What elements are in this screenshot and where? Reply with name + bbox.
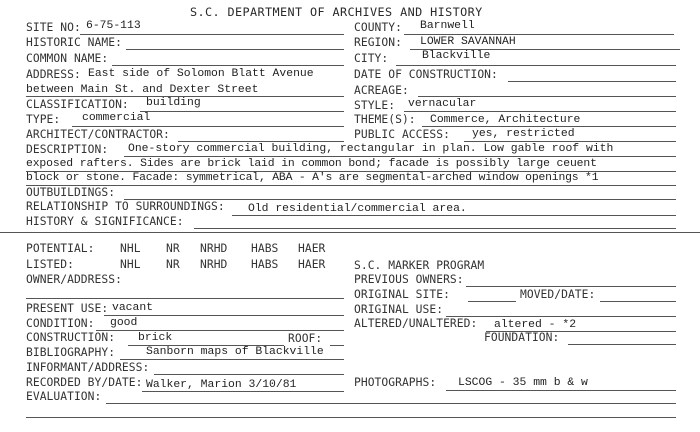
address-label: ADDRESS:	[26, 68, 81, 81]
listed-habs: HABS	[251, 258, 279, 271]
present-use-value: vacant	[112, 302, 154, 314]
previous-owners-underline	[466, 286, 676, 287]
themes-underline	[422, 126, 676, 127]
county-label: COUNTY:	[354, 21, 402, 34]
public-access-label: PUBLIC ACCESS:	[354, 128, 450, 141]
potential-habs: HABS	[251, 242, 279, 255]
region-value: LOWER SAVANNAH	[420, 36, 516, 48]
acreage-underline	[418, 96, 676, 97]
listed-nr: NR	[166, 258, 180, 271]
original-use-underline	[446, 316, 676, 317]
city-value: Blackville	[422, 50, 491, 62]
recorded-by-value: Walker, Marion 3/10/81	[146, 379, 297, 391]
recorded-by-underline	[142, 391, 344, 392]
altered-value: altered - *2	[494, 319, 577, 331]
common-name-label: COMMON NAME:	[26, 52, 109, 65]
date-construction-label: DATE OF CONSTRUCTION:	[354, 68, 498, 81]
themes-label: THEME(S):	[354, 113, 416, 126]
site-no-label: SITE NO:	[26, 21, 81, 34]
region-label: REGION:	[354, 36, 402, 49]
evaluation-label: EVALUATION:	[26, 390, 102, 403]
listed-label: LISTED:	[26, 258, 74, 271]
acreage-label: ACREAGE:	[354, 84, 409, 97]
owner-label: OWNER/ADDRESS:	[26, 273, 122, 286]
original-site-label: ORIGINAL SITE:	[354, 288, 450, 301]
construction-label: CONSTRUCTION:	[26, 331, 116, 344]
classification-value: building	[146, 97, 201, 109]
photographs-value: LSCOG - 35 mm b & w	[458, 377, 588, 389]
site-no-value: 6-75-113	[86, 20, 141, 32]
city-underline	[396, 65, 676, 66]
type-underline	[72, 126, 344, 127]
evaluation-underline-2	[26, 417, 676, 418]
original-site-underline	[468, 301, 516, 302]
classification-label: CLASSIFICATION:	[26, 98, 129, 111]
site-no-underline	[80, 34, 344, 35]
condition-value: good	[110, 317, 138, 329]
relationship-value: Old residential/commercial area.	[248, 203, 467, 215]
form-title: S.C. DEPARTMENT OF ARCHIVES AND HISTORY	[190, 5, 483, 19]
condition-underline	[96, 330, 344, 331]
outbuildings-label: OUTBUILDINGS:	[26, 186, 116, 199]
informant-label: INFORMANT/ADDRESS:	[26, 361, 150, 374]
style-value: vernacular	[408, 98, 477, 110]
present-use-underline	[104, 315, 344, 316]
listed-haer: HAER	[298, 258, 326, 271]
date-construction-underline	[508, 81, 676, 82]
original-use-label: ORIGINAL USE:	[354, 303, 444, 316]
architect-label: ARCHITECT/CONTRACTOR:	[26, 128, 170, 141]
county-underline	[404, 34, 674, 35]
listed-nhl: NHL	[120, 258, 141, 271]
section-divider	[0, 232, 700, 233]
address-line2: between Main St. and Dexter Street	[26, 84, 259, 96]
roof-label: ROOF:	[288, 332, 323, 345]
potential-label: POTENTIAL:	[26, 242, 95, 255]
style-label: STYLE:	[354, 99, 396, 112]
style-underline	[404, 111, 676, 112]
common-name-underline	[112, 65, 344, 66]
type-value: commercial	[82, 112, 151, 124]
roof-underline	[330, 345, 344, 346]
historic-name-label: HISTORIC NAME:	[26, 36, 122, 49]
public-access-underline	[464, 141, 676, 142]
description-underline-1	[124, 156, 676, 157]
recorded-by-label: RECORDED BY/DATE:	[26, 376, 143, 389]
photographs-underline	[446, 390, 676, 391]
photographs-label: PHOTOGRAPHS:	[354, 376, 437, 389]
themes-value: Commerce, Architecture	[430, 114, 581, 126]
description-label: DESCRIPTION:	[26, 143, 109, 156]
public-access-value: yes, restricted	[472, 128, 575, 140]
bibliography-underline	[120, 359, 344, 360]
city-label: CITY:	[354, 52, 389, 65]
relationship-label: RELATIONSHIP TO SURROUNDINGS:	[26, 200, 225, 213]
owner-underline	[26, 298, 344, 299]
condition-label: CONDITION:	[26, 317, 95, 330]
potential-nrhd: NRHD	[200, 242, 228, 255]
altered-label: ALTERED/UNALTERED:	[354, 317, 478, 330]
relationship-underline	[232, 215, 676, 216]
foundation-underline	[568, 344, 676, 345]
listed-nrhd: NRHD	[200, 258, 228, 271]
moved-date-underline	[600, 301, 676, 302]
potential-nr: NR	[166, 242, 180, 255]
description-line3: block or stone. Facade: symmetrical, ABA - A's are segmental-arched window openings *1	[26, 172, 599, 184]
history-label: HISTORY & SIGNIFICANCE:	[26, 215, 184, 228]
evaluation-underline	[106, 403, 676, 404]
architect-underline	[178, 141, 344, 142]
address-line1: East side of Solomon Blatt Avenue	[88, 68, 314, 80]
description-line1: One-story commercial building, rectangular in plan. Low gable roof with	[128, 143, 614, 155]
bibliography-label: BIBLIOGRAPHY:	[26, 346, 116, 359]
previous-owners-label: PREVIOUS OWNERS:	[354, 273, 464, 286]
description-underline-3	[26, 185, 676, 186]
informant-underline	[154, 374, 344, 375]
present-use-label: PRESENT USE:	[26, 302, 109, 315]
type-label: TYPE:	[26, 113, 61, 126]
potential-nhl: NHL	[120, 242, 141, 255]
classification-underline	[140, 111, 344, 112]
moved-date-label: MOVED/DATE:	[520, 288, 596, 301]
potential-haer: HAER	[298, 242, 326, 255]
description-line2: exposed rafters. Sides are brick laid in common bond; facade is possibly large ceuent	[26, 158, 597, 170]
county-value: Barnwell	[420, 20, 475, 32]
marker-program-label: S.C. MARKER PROGRAM	[354, 259, 485, 272]
foundation-label: FOUNDATION:	[484, 331, 560, 344]
historic-name-underline	[126, 49, 344, 50]
bibliography-value: Sanborn maps of Blackville	[146, 346, 324, 358]
construction-value: brick	[138, 332, 173, 344]
history-underline	[194, 228, 676, 229]
